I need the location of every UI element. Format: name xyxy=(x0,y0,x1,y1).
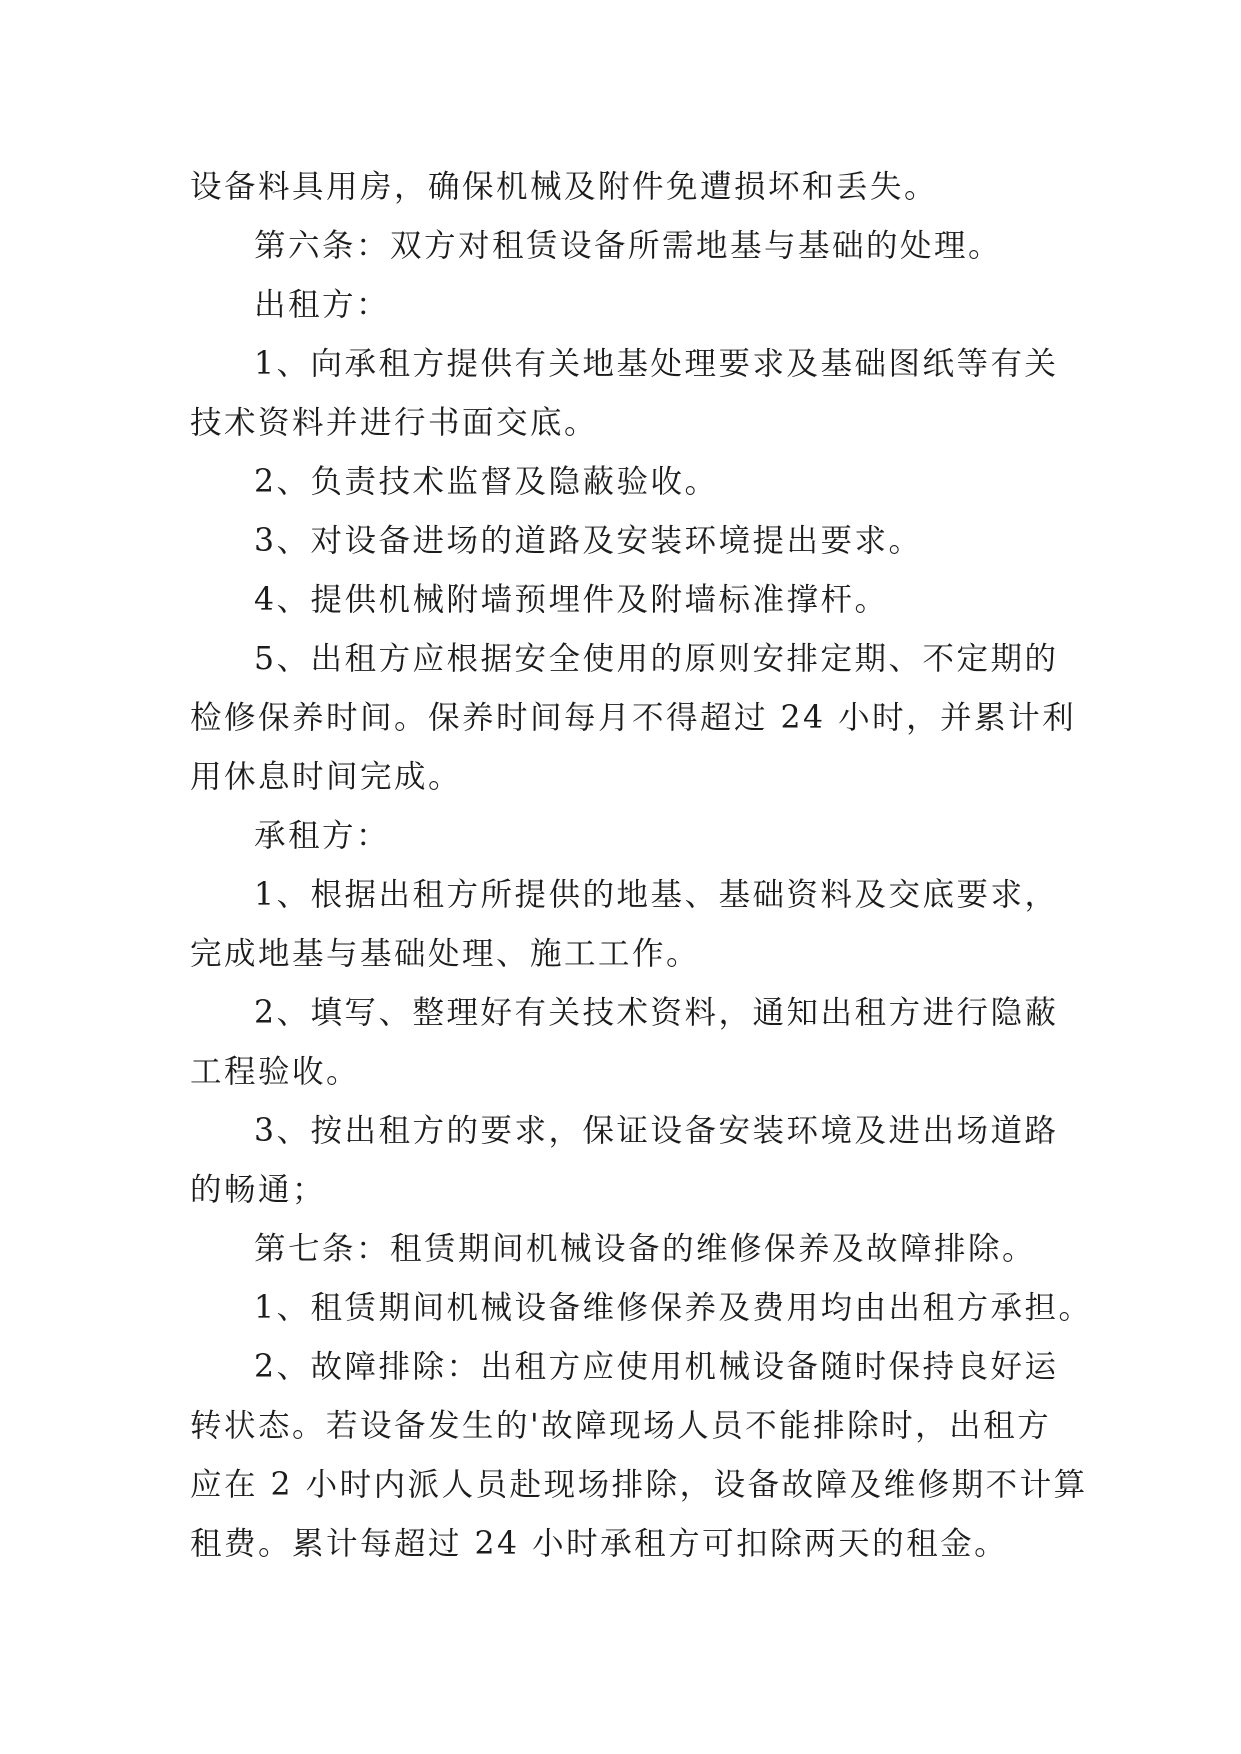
text-line: 应在 2 小时内派人员赴现场排除，设备故障及维修期不计算 xyxy=(190,1467,1088,1503)
text-line: 2、负责技术监督及隐蔽验收。 xyxy=(254,464,719,500)
article-seven-heading: 第七条：租赁期间机械设备的维修保养及故障排除。 xyxy=(254,1231,1037,1267)
text-line: 技术资料并进行书面交底。 xyxy=(190,405,599,441)
text-line: 3、按出租方的要求，保证设备安装环境及进出场道路 xyxy=(254,1113,1059,1149)
article-six-heading: 第六条：双方对租赁设备所需地基与基础的处理。 xyxy=(254,228,1003,264)
text-line: 2、故障排除：出租方应使用机械设备随时保持良好运 xyxy=(254,1349,1059,1385)
text-line: 设备料具用房，确保机械及附件免遭损坏和丢失。 xyxy=(190,169,939,205)
text-line: 1、向承租方提供有关地基处理要求及基础图纸等有关 xyxy=(254,346,1059,382)
text-line: 1、根据出租方所提供的地基、基础资料及交底要求， xyxy=(254,877,1059,913)
text-line: 工程验收。 xyxy=(190,1054,361,1090)
text-line: 用休息时间完成。 xyxy=(190,759,463,795)
lessor-heading: 出租方： xyxy=(254,287,391,323)
text-line: 5、出租方应根据安全使用的原则安排定期、不定期的 xyxy=(254,641,1059,677)
lessee-heading: 承租方： xyxy=(254,818,391,854)
text-line: 3、对设备进场的道路及安装环境提出要求。 xyxy=(254,523,923,559)
text-line: 检修保养时间。保养时间每月不得超过 24 小时，并累计利 xyxy=(190,700,1077,736)
text-line: 完成地基与基础处理、施工工作。 xyxy=(190,936,701,972)
text-line: 2、填写、整理好有关技术资料，通知出租方进行隐蔽 xyxy=(254,995,1059,1031)
text-line: 4、提供机械附墙预埋件及附墙标准撑杆。 xyxy=(254,582,889,618)
text-line: 1、租赁期间机械设备维修保养及费用均由出租方承担。 xyxy=(254,1290,1093,1326)
text-line: 转状态。若设备发生的'故障现场人员不能排除时，出租方 xyxy=(190,1408,1052,1444)
text-line: 租费。累计每超过 24 小时承租方可扣除两天的租金。 xyxy=(190,1526,1009,1562)
text-line: 的畅通； xyxy=(190,1172,327,1208)
